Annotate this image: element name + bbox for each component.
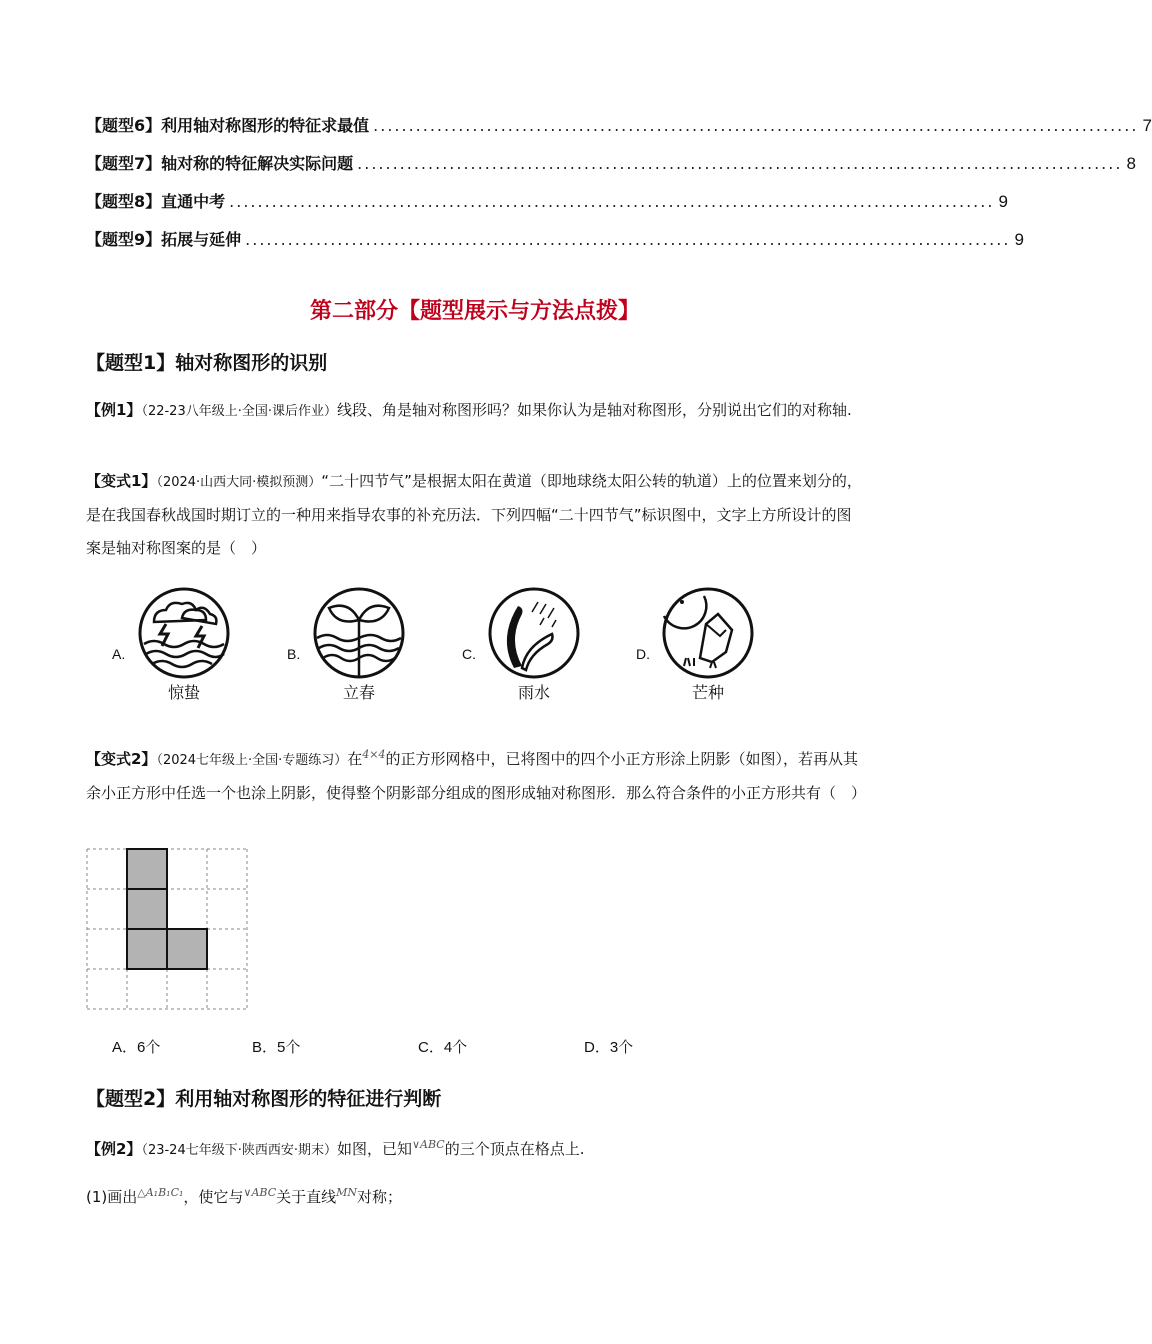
toc-page-number: 8 (1126, 154, 1136, 173)
option-b[interactable] (261, 588, 421, 708)
toc-entry[interactable] (86, 151, 1136, 189)
choice-d[interactable]: D．3个 (584, 1039, 634, 1056)
option-c[interactable] (436, 588, 596, 708)
example-source: （22-23八年级上·全国·课后作业） (141, 404, 337, 419)
toc-leader: ............................................................................................................ (373, 116, 1139, 135)
toc-title: 拓展与延伸 (161, 230, 242, 249)
toc-tag: 【题型7】 (86, 154, 162, 173)
grid-figure (86, 848, 250, 1012)
option-letter: D. (636, 646, 650, 662)
math-expression: ∨ABC (243, 1186, 277, 1199)
section-title: 【题型2】利用轴对称图形的特征进行判断 (86, 1088, 442, 1110)
variant-2 (86, 738, 866, 810)
option-caption: 芒种 (691, 683, 724, 702)
option-letter: A. (112, 646, 126, 662)
option-letter: C. (462, 646, 476, 662)
shaded-cell (127, 929, 167, 969)
toc-tag: 【题型9】 (86, 230, 162, 249)
question-number: (1) (86, 1188, 108, 1206)
example-text-after: 的三个顶点在格点上. (444, 1140, 585, 1158)
example-text: 线段、角是轴对称图形吗？如果你认为是轴对称图形，分别说出它们的对称轴. (336, 401, 852, 419)
toc-page-number: 9 (998, 192, 1008, 211)
thunder-icon (136, 588, 232, 678)
shaded-grid (86, 848, 250, 1016)
math-expression: MN (336, 1186, 358, 1199)
shaded-cell (127, 849, 167, 889)
question-1 (86, 1176, 866, 1214)
option-d[interactable] (610, 588, 770, 708)
variant-source: （2024·山西大同·模拟预测） (156, 475, 322, 490)
option-a[interactable] (86, 588, 246, 708)
example-label: 【例2】 (86, 1140, 142, 1158)
shaded-cell (127, 889, 167, 929)
solar-term-options (86, 588, 786, 708)
variant-text-after: 的正方形网格中，已将图中的四个小正方形涂上阴影（如图），若再从其余小正方形中任选一个也涂上阴影，使得整个阴影部分组成的图形成轴对称图形．那么符合条件的小正方形共有（ ） (86, 750, 867, 802)
toc-title: 轴对称的特征解决实际问题 (161, 154, 354, 173)
toc-title: 利用轴对称图形的特征求最值 (161, 116, 370, 135)
toc-leader: ............................................................................................................ (357, 154, 1123, 173)
toc-leader: ............................................................................................................ (229, 192, 995, 211)
variant-text: “二十四节气”是根据太阳在黄道（即地球绕太阳公转的轨道）上的位置来划分的，是在我国春秋战国时期订立的一种用来指导农事的补充历法．下列四幅“二十四节气”标识图中，文字上方所设计的图案是轴对称图案的是（ ） (86, 472, 862, 557)
math-expression: △A₁B₁C₁ (137, 1186, 184, 1199)
example-source: （23-24七年级下·陕西西安·期末） (141, 1143, 337, 1158)
sun-field-icon (660, 588, 756, 678)
option-caption: 雨水 (517, 683, 550, 702)
example-label: 【例1】 (86, 401, 142, 419)
toc-tag: 【题型8】 (86, 192, 162, 211)
math-expression: ∨ABC (412, 1138, 445, 1151)
option-caption: 立春 (342, 683, 375, 702)
toc-entry[interactable] (86, 189, 1008, 227)
option-caption: 惊蛰 (167, 683, 200, 702)
table-of-contents (86, 113, 1152, 265)
toc-tag: 【题型6】 (86, 116, 162, 135)
part-title: 第二部分【题型展示与方法点拨】 (309, 299, 640, 324)
question-text: 画出 (107, 1188, 138, 1206)
toc-leader: ............................................................................................................ (245, 230, 1011, 249)
toc-entry[interactable] (86, 113, 1152, 151)
rain-icon (486, 588, 582, 678)
toc-entry[interactable] (86, 227, 1024, 265)
variant-text-before: 在 (347, 750, 363, 768)
math-expression: 4×4 (362, 748, 386, 761)
example-2 (86, 1128, 866, 1167)
question-text: 关于直线 (276, 1188, 337, 1206)
toc-page-number: 7 (1142, 116, 1152, 135)
question-text: 对称； (357, 1188, 403, 1206)
variant-1 (86, 465, 866, 565)
choice-b[interactable]: B．5个 (252, 1039, 301, 1056)
shaded-cell (167, 929, 207, 969)
choice-c[interactable]: C．4个 (418, 1039, 468, 1056)
question-text: ，使它与 (183, 1188, 244, 1206)
choice-a[interactable]: A．6个 (112, 1039, 161, 1056)
sprout-icon (311, 588, 407, 678)
example-text-before: 如图，已知 (336, 1140, 412, 1158)
example-1 (86, 394, 866, 428)
variant-label: 【变式1】 (86, 472, 157, 490)
toc-title: 直通中考 (161, 192, 226, 211)
option-letter: B. (287, 646, 301, 662)
variant-label: 【变式2】 (86, 750, 157, 768)
section-title: 【题型1】轴对称图形的识别 (86, 352, 328, 374)
toc-page-number: 9 (1014, 230, 1024, 249)
variant-source: （2024七年级上·全国·专题练习） (156, 753, 348, 768)
